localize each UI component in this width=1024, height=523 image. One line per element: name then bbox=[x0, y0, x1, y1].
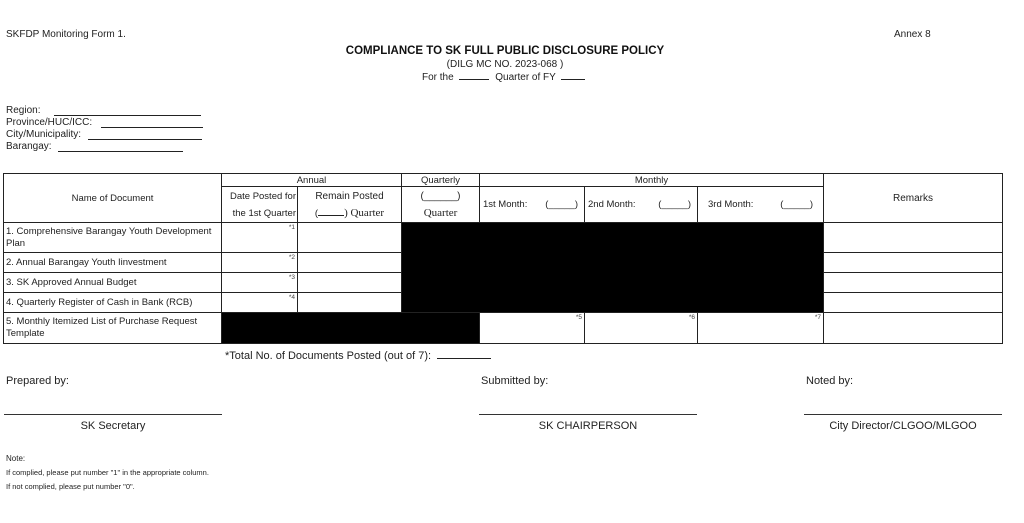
remarks-header: Remarks bbox=[824, 174, 1003, 223]
prepared-by-signature-line[interactable] bbox=[4, 414, 222, 415]
remain-quarter-blank[interactable] bbox=[318, 215, 344, 216]
document-name: 4. Quarterly Register of Cash in Bank (RCB) bbox=[4, 293, 222, 313]
barangay-field[interactable] bbox=[58, 151, 183, 152]
annual-group-header: Annual bbox=[222, 174, 402, 187]
ref-marker: *5 bbox=[575, 314, 582, 321]
document-name: 2. Annual Barangay Youth Iinvestment bbox=[4, 253, 222, 273]
date-posted-line2: the 1st Quarter bbox=[232, 207, 296, 219]
header-row-1 bbox=[4, 174, 1003, 187]
region-field[interactable] bbox=[54, 115, 201, 116]
remarks-cell[interactable] bbox=[824, 313, 1003, 344]
date-posted-cell[interactable] bbox=[222, 223, 298, 253]
annex-label: Annex 8 bbox=[894, 29, 931, 40]
remarks-cell[interactable] bbox=[824, 223, 1003, 253]
quarter-blank[interactable] bbox=[459, 79, 489, 80]
noted-by-title: City Director/CLGOO/MLGOO bbox=[829, 420, 977, 432]
remain-open: ( bbox=[314, 207, 319, 219]
noted-by-signature-line[interactable] bbox=[804, 414, 1002, 415]
remain-posted-cell[interactable] bbox=[298, 273, 402, 293]
month3-label: 3rd Month: bbox=[708, 199, 754, 210]
region-label: Region: bbox=[6, 105, 41, 116]
monthly-group-header: Monthly bbox=[480, 174, 824, 187]
total-documents bbox=[225, 350, 491, 362]
remain-posted-header bbox=[298, 187, 402, 223]
quarterly-blank[interactable]: (______) bbox=[420, 190, 461, 202]
submitted-by-signature-line[interactable] bbox=[479, 414, 697, 415]
month3-blank[interactable]: (_____) bbox=[780, 199, 813, 210]
month1-header bbox=[480, 187, 585, 223]
remarks-cell[interactable] bbox=[824, 253, 1003, 273]
total-field[interactable] bbox=[437, 358, 491, 359]
date-posted-cell[interactable] bbox=[222, 293, 298, 313]
ref-marker: *3 bbox=[288, 274, 295, 281]
city-field[interactable] bbox=[88, 139, 202, 140]
barangay-label: Barangay: bbox=[6, 141, 52, 152]
noted-by-caption: Noted by: bbox=[806, 375, 854, 387]
period-line bbox=[422, 72, 585, 83]
table-row bbox=[4, 223, 1003, 253]
remain-posted-cell[interactable] bbox=[298, 253, 402, 273]
month2-cell[interactable] bbox=[585, 313, 698, 344]
month1-label: 1st Month: bbox=[483, 199, 528, 210]
document-name: 1. Comprehensive Barangay Youth Development Plan bbox=[4, 223, 222, 253]
col-name-header: Name of Document bbox=[4, 174, 222, 223]
document-name: 5. Monthly Itemized List of Purchase Request Template bbox=[4, 313, 222, 344]
note-line-1: If complied, please put number "1" in the appropriate column. bbox=[6, 468, 209, 477]
remain-posted-line1: Remain Posted bbox=[315, 190, 384, 202]
month2-label: 2nd Month: bbox=[588, 199, 636, 210]
ref-marker: *1 bbox=[288, 224, 295, 231]
prepared-by-caption: Prepared by: bbox=[6, 375, 69, 387]
month1-cell[interactable] bbox=[480, 313, 585, 344]
date-posted-header bbox=[222, 187, 298, 223]
blacked-out-area bbox=[402, 223, 824, 313]
page-title: COMPLIANCE TO SK FULL PUBLIC DISCLOSURE POLICY bbox=[345, 45, 665, 57]
form-id: SKFDP Monitoring Form 1. bbox=[6, 29, 126, 40]
quarterly-group-header: Quarterly bbox=[402, 174, 480, 187]
submitted-by-caption: Submitted by: bbox=[481, 375, 549, 387]
total-label: *Total No. of Documents Posted (out of 7): bbox=[225, 350, 432, 362]
city-label: City/Municipality: bbox=[6, 129, 82, 140]
remain-posted-cell[interactable] bbox=[298, 293, 402, 313]
date-posted-cell[interactable] bbox=[222, 273, 298, 293]
remarks-cell[interactable] bbox=[824, 273, 1003, 293]
blacked-out-area bbox=[222, 313, 480, 344]
quarterly-header bbox=[402, 187, 480, 223]
remarks-cell[interactable] bbox=[824, 293, 1003, 313]
ref-marker: *4 bbox=[288, 294, 295, 301]
fy-blank[interactable] bbox=[561, 79, 585, 80]
month3-header bbox=[698, 187, 824, 223]
month2-header bbox=[585, 187, 698, 223]
date-posted-cell[interactable] bbox=[222, 253, 298, 273]
province-field[interactable] bbox=[101, 127, 203, 128]
submitted-by-title: SK CHAIRPERSON bbox=[538, 420, 638, 432]
period-prefix: For the bbox=[422, 72, 454, 83]
note-line-2: If not complied, please put number "0". bbox=[6, 482, 135, 491]
ref-marker: *2 bbox=[288, 254, 295, 261]
note-heading: Note: bbox=[6, 454, 26, 463]
month3-cell[interactable] bbox=[698, 313, 824, 344]
month1-blank[interactable]: (_____) bbox=[545, 199, 578, 210]
table-row bbox=[4, 313, 1003, 344]
prepared-by-title: SK Secretary bbox=[80, 420, 146, 432]
document-name: 3. SK Approved Annual Budget bbox=[4, 273, 222, 293]
period-middle: Quarter of FY bbox=[495, 72, 556, 83]
remain-close: ) Quarter bbox=[344, 206, 385, 219]
remain-posted-cell[interactable] bbox=[298, 223, 402, 253]
ref-marker: *6 bbox=[688, 314, 695, 321]
month2-blank[interactable]: (_____) bbox=[658, 199, 691, 210]
compliance-table bbox=[3, 173, 1003, 344]
province-label: Province/HUC/ICC: bbox=[6, 117, 93, 128]
quarterly-label: Quarter bbox=[423, 206, 458, 219]
date-posted-line1: Date Posted for bbox=[229, 190, 296, 202]
page-subtitle: (DILG MC NO. 2023-068 ) bbox=[446, 59, 564, 70]
ref-marker: *7 bbox=[814, 314, 821, 321]
